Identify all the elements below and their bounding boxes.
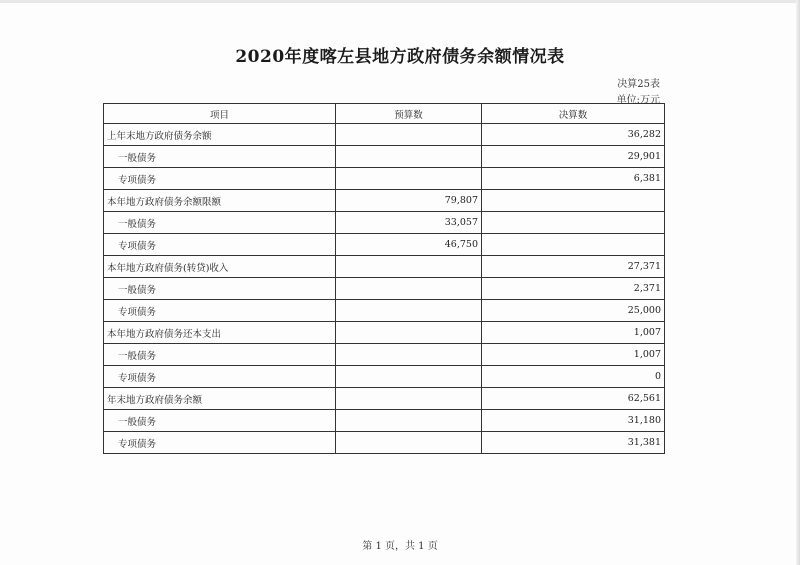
table-row: [104, 234, 665, 256]
table-number: 决算25表: [617, 79, 660, 90]
row-final-value: 36,282: [482, 124, 665, 146]
table-row: [104, 410, 665, 432]
row-final-value: 1,007: [482, 344, 665, 366]
debt-balance-table: [103, 103, 665, 454]
row-budget-value: [336, 366, 482, 388]
table-row: [104, 388, 665, 410]
table-row: [104, 146, 665, 168]
header-final: 决算数: [482, 104, 665, 124]
table-header-row: [104, 104, 665, 124]
header-item: 项目: [104, 104, 336, 124]
table-row: [104, 344, 665, 366]
unit-label: 单位:万元: [616, 95, 660, 106]
row-label: 本年地方政府债务余额限额: [104, 190, 336, 212]
row-budget-value: [336, 388, 482, 410]
row-label: 一般债务: [104, 212, 336, 234]
row-label: 一般债务: [104, 410, 336, 432]
row-label: 本年地方政府债务还本支出: [104, 322, 336, 344]
row-final-value: 31,180: [482, 410, 665, 432]
row-budget-value: [336, 256, 482, 278]
row-budget-value: 46,750: [336, 234, 482, 256]
row-label: 专项债务: [104, 432, 336, 454]
table-row: [104, 366, 665, 388]
table-row: [104, 278, 665, 300]
row-label: 专项债务: [104, 300, 336, 322]
row-final-value: 1,007: [482, 322, 665, 344]
page-footer: 第 1 页，共 1 页: [362, 541, 438, 552]
table-row: [104, 124, 665, 146]
row-label: 一般债务: [104, 278, 336, 300]
row-budget-value: [336, 344, 482, 366]
table-row: [104, 300, 665, 322]
row-final-value: 31,381: [482, 432, 665, 454]
row-final-value: 0: [482, 366, 665, 388]
page-title: 2020年度喀左县地方政府债务余额情况表: [235, 47, 565, 67]
row-budget-value: [336, 168, 482, 190]
row-final-value: 25,000: [482, 300, 665, 322]
row-budget-value: [336, 124, 482, 146]
table-row: [104, 256, 665, 278]
row-final-value: 2,371: [482, 278, 665, 300]
row-final-value: [482, 190, 665, 212]
row-label: 一般债务: [104, 146, 336, 168]
row-final-value: 27,371: [482, 256, 665, 278]
table-row: [104, 322, 665, 344]
row-label: 上年末地方政府债务余额: [104, 124, 336, 146]
scan-edge: [0, 0, 800, 3]
row-budget-value: [336, 432, 482, 454]
row-budget-value: 79,807: [336, 190, 482, 212]
row-label: 一般债务: [104, 344, 336, 366]
row-budget-value: 33,057: [336, 212, 482, 234]
table-row: [104, 168, 665, 190]
row-label: 本年地方政府债务(转贷)收入: [104, 256, 336, 278]
row-label: 年末地方政府债务余额: [104, 388, 336, 410]
row-budget-value: [336, 410, 482, 432]
table-row: [104, 190, 665, 212]
row-label: 专项债务: [104, 234, 336, 256]
row-budget-value: [336, 146, 482, 168]
row-budget-value: [336, 322, 482, 344]
header-budget: 预算数: [336, 104, 482, 124]
row-budget-value: [336, 278, 482, 300]
row-final-value: 62,561: [482, 388, 665, 410]
row-final-value: 29,901: [482, 146, 665, 168]
row-label: 专项债务: [104, 168, 336, 190]
scan-edge: [796, 0, 800, 565]
table-row: [104, 432, 665, 454]
row-final-value: [482, 212, 665, 234]
row-budget-value: [336, 300, 482, 322]
table-row: [104, 212, 665, 234]
row-final-value: 6,381: [482, 168, 665, 190]
row-final-value: [482, 234, 665, 256]
row-label: 专项债务: [104, 366, 336, 388]
